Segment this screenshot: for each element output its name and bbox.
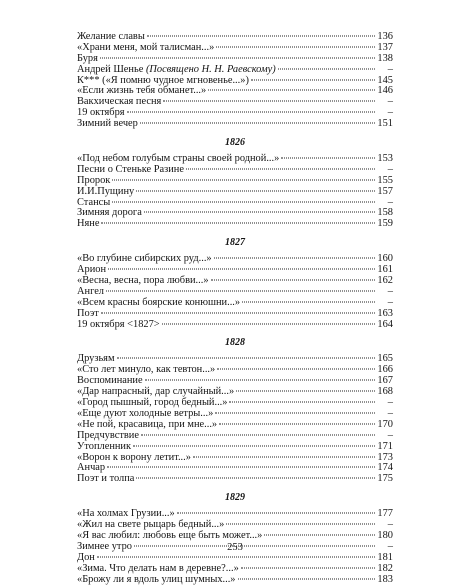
- dot-leader: [145, 380, 375, 381]
- entry-title-text: Стансы: [77, 196, 111, 208]
- dot-leader: [278, 68, 375, 69]
- entry-dedication: (Посвящено Н. Н. Раевскому): [145, 63, 276, 75]
- entry-page: –: [387, 429, 393, 441]
- dot-leader: [236, 391, 375, 392]
- dot-leader: [112, 179, 375, 180]
- entry-page: 136: [377, 31, 393, 42]
- entry-page: –: [387, 407, 393, 419]
- dot-leader: [242, 301, 375, 302]
- entry-page: –: [387, 285, 393, 297]
- dot-leader: [101, 312, 375, 313]
- entry-title-text: Няне: [77, 218, 100, 230]
- dot-leader: [217, 369, 375, 370]
- entry-page: 146: [377, 85, 393, 97]
- entry-title-text: Анчар: [77, 462, 106, 474]
- toc-entry[interactable]: [77, 298, 393, 309]
- entry-title: [77, 320, 160, 331]
- dot-leader: [141, 434, 375, 435]
- dot-leader: [229, 402, 375, 403]
- toc-entry[interactable]: [77, 43, 393, 54]
- entry-title-text: Андрей Шенье: [77, 63, 144, 75]
- entry-title-text: «Весна, весна, пора любви...»: [77, 275, 209, 287]
- entry-title-text: «Ворон к ворону летит...»: [77, 451, 191, 463]
- dot-leader: [108, 269, 375, 270]
- entry-title: [77, 575, 236, 585]
- entry-page: 183: [377, 573, 393, 585]
- dot-leader: [193, 456, 375, 457]
- entry-title-text: Воспоминание: [77, 375, 143, 387]
- entry-page: 181: [377, 551, 393, 563]
- toc-entry[interactable]: [77, 119, 393, 130]
- entry-title-text: «На холмах Грузии...»: [77, 508, 175, 520]
- toc-entry[interactable]: [77, 165, 393, 176]
- entry-page: 137: [377, 41, 393, 53]
- entry-page: 175: [377, 473, 393, 485]
- dot-leader: [101, 223, 375, 224]
- entry-title-text: Зимний вечер: [77, 118, 138, 130]
- entry-page: 153: [377, 153, 393, 165]
- entry-title-text: «Зима. Что делать нам в деревне?...»: [77, 562, 239, 574]
- toc-entry[interactable]: [77, 453, 393, 464]
- entry-page: –: [387, 107, 393, 119]
- dot-leader: [281, 158, 375, 159]
- entry-title-text: «Если жизнь тебя обманет...»: [77, 85, 207, 97]
- entry-title-text: Песни о Стеньке Разине: [77, 163, 184, 175]
- year-heading: 1828: [225, 337, 245, 349]
- entry-title-text: Зимнее утро: [77, 540, 132, 552]
- dot-leader: [147, 36, 375, 37]
- entry-page: 164: [377, 318, 393, 330]
- entry-title: [77, 119, 138, 130]
- entry-page: 168: [377, 386, 393, 398]
- entry-title-text: «Я вас любил: любовь еще быть может...»: [77, 529, 263, 541]
- entry-page: –: [387, 63, 393, 75]
- dot-leader: [136, 478, 375, 479]
- dot-leader: [117, 358, 375, 359]
- dot-leader: [251, 79, 375, 80]
- entry-title: [77, 298, 240, 309]
- entry-page: 170: [377, 418, 393, 430]
- year-heading: 1827: [225, 237, 245, 249]
- entry-title-text: «Город пышный, город бедный...»: [77, 397, 228, 409]
- entry-title-text: 19 октября: [77, 107, 125, 119]
- entry-page: 160: [377, 253, 393, 265]
- entry-page: –: [387, 397, 393, 409]
- entry-title-text: «Дар напрасный, дар случайный...»: [77, 386, 235, 398]
- entry-title-text: «Всем красны боярские конюшни...»: [77, 296, 241, 308]
- entry-title-text: И.И.Пущину: [77, 185, 135, 197]
- dot-leader: [226, 524, 375, 525]
- toc-entry[interactable]: [77, 276, 393, 287]
- dot-leader: [140, 123, 375, 124]
- entry-title-text: «Не пой, красавица, при мне...»: [77, 418, 218, 430]
- dot-leader: [133, 445, 375, 446]
- dot-leader: [136, 190, 375, 191]
- entry-page: 155: [377, 174, 393, 186]
- entry-title-text: «Храни меня, мой талисман...»: [77, 41, 215, 53]
- entry-title-text: Арион: [77, 264, 107, 276]
- entry-page: 162: [377, 275, 393, 287]
- entry-title-text: 19 октября <1827>: [77, 318, 160, 330]
- toc-entry[interactable]: [77, 320, 393, 331]
- entry-title-text: К*** («Я помню чудное мгновенье...»): [77, 74, 249, 86]
- entry-page: 138: [377, 52, 393, 64]
- dot-leader: [211, 280, 375, 281]
- toc-entry[interactable]: [77, 208, 393, 219]
- toc-entry[interactable]: [77, 474, 393, 485]
- year-heading: 1829: [225, 492, 245, 504]
- entry-page: 166: [377, 364, 393, 376]
- entry-page: –: [387, 540, 393, 552]
- entry-title-text: «Жил на свете рыцарь бедный...»: [77, 519, 225, 531]
- entry-title: [77, 474, 134, 485]
- toc-entry[interactable]: [77, 187, 393, 198]
- entry-title-text: «Во глубине сибирских руд...»: [77, 253, 212, 265]
- dot-leader: [208, 90, 375, 91]
- dot-leader: [112, 201, 375, 202]
- toc-entry[interactable]: [77, 254, 393, 265]
- entry-title-text: Желание славы: [77, 31, 145, 42]
- dot-leader: [214, 258, 375, 259]
- year-heading: 1826: [225, 137, 245, 149]
- dot-leader: [107, 467, 375, 468]
- entry-page: –: [387, 163, 393, 175]
- entry-page: 173: [377, 451, 393, 463]
- entry-page: 180: [377, 529, 393, 541]
- entry-page: 157: [377, 185, 393, 197]
- entry-page: 167: [377, 375, 393, 387]
- entry-title-text: Пророк: [77, 174, 111, 186]
- entry-page: –: [387, 196, 393, 208]
- dot-leader: [97, 556, 375, 557]
- entry-title-text: Предчувствие: [77, 429, 139, 441]
- dot-leader: [163, 101, 375, 102]
- entry-title-text: Ангел: [77, 285, 104, 297]
- dot-leader: [106, 290, 375, 291]
- entry-page: 163: [377, 307, 393, 319]
- dot-leader: [100, 57, 375, 58]
- entry-title-text: «Под небом голубым страны своей родной...»: [77, 153, 280, 165]
- entry-page: 158: [377, 207, 393, 219]
- toc-entry[interactable]: [77, 575, 393, 585]
- entry-page: 171: [377, 440, 393, 452]
- entry-page: –: [387, 519, 393, 531]
- entry-title-text: Друзьям: [77, 353, 115, 365]
- entry-page: 151: [377, 118, 393, 130]
- entry-title-text: Поэт: [77, 307, 99, 319]
- dot-leader: [186, 168, 375, 169]
- table-of-contents: [77, 32, 393, 585]
- dot-leader: [127, 112, 375, 113]
- dot-leader: [177, 513, 375, 514]
- entry-title-text: Дон: [77, 551, 95, 563]
- dot-leader: [219, 423, 375, 424]
- page-number: 253: [227, 542, 243, 553]
- toc-entry[interactable]: [77, 219, 393, 230]
- dot-leader: [238, 578, 375, 579]
- dot-leader: [144, 212, 375, 213]
- dot-leader: [162, 323, 375, 324]
- entry-title: [77, 219, 99, 230]
- dot-leader: [264, 534, 375, 535]
- entry-title-text: «Еще дуют холодные ветры...»: [77, 407, 214, 419]
- entry-title-text: Зимняя дорога: [77, 207, 142, 219]
- entry-page: 182: [377, 562, 393, 574]
- entry-page: 159: [377, 218, 393, 230]
- entry-title-text: «Брожу ли я вдоль улиц шумных...»: [77, 573, 236, 585]
- dot-leader: [241, 567, 375, 568]
- entry-page: –: [387, 96, 393, 108]
- entry-page: 145: [377, 74, 393, 86]
- dot-leader: [215, 412, 375, 413]
- entry-page: 165: [377, 353, 393, 365]
- entry-page: –: [387, 296, 393, 308]
- entry-title-text: Поэт и толпа: [77, 473, 135, 485]
- entry-page: 177: [377, 508, 393, 520]
- entry-title-text: «Сто лет минуло, как тевтон...»: [77, 364, 216, 376]
- entry-page: 161: [377, 264, 393, 276]
- entry-page: 174: [377, 462, 393, 474]
- entry-title-text: Буря: [77, 52, 98, 64]
- entry-title-text: Вакхическая песня: [77, 96, 162, 108]
- entry-title-text: Утопленник: [77, 440, 132, 452]
- dot-leader: [216, 46, 375, 47]
